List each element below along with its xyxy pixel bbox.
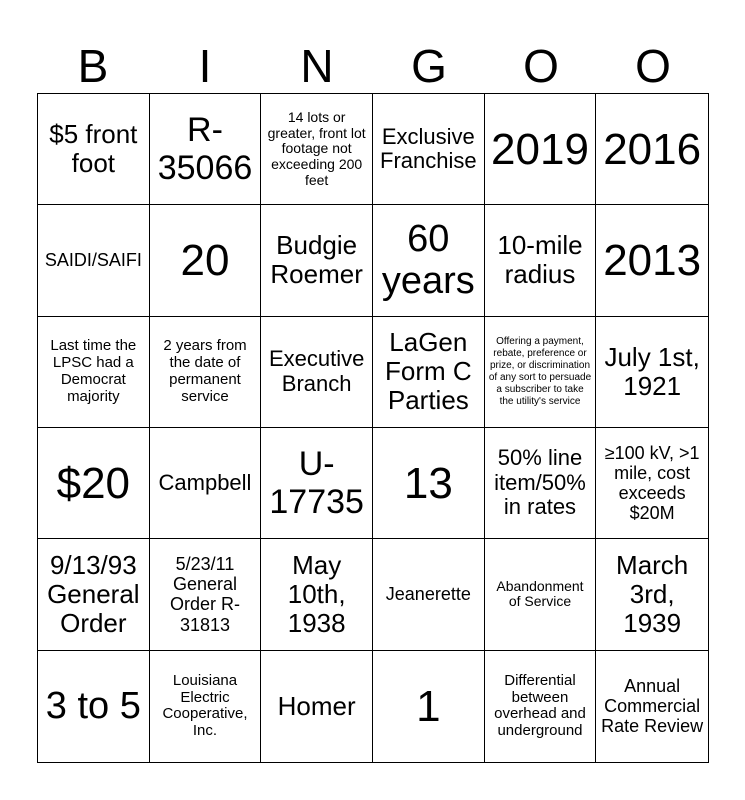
bingo-cell[interactable]: 20 [150,205,262,316]
bingo-cell[interactable]: U-17735 [261,428,373,539]
bingo-cell[interactable]: July 1st, 1921 [596,317,708,428]
bingo-cell[interactable]: Differential between overhead and underground [485,651,597,762]
bingo-cell[interactable]: Budgie Roemer [261,205,373,316]
bingo-cell[interactable]: Exclusive Franchise [373,94,485,205]
bingo-cell[interactable]: Louisiana Electric Cooperative, Inc. [150,651,262,762]
bingo-cell[interactable]: Offering a payment, rebate, preference or prize, or discrimination of any sort to persuade a subscriber to take the utility's service [485,317,597,428]
bingo-cell[interactable]: LaGen Form C Parties [373,317,485,428]
header-letter-i: I [198,40,212,92]
bingo-cell[interactable]: 9/13/93 General Order [38,539,150,650]
header-letter-n: N [300,40,334,92]
bingo-cell[interactable]: 60 years [373,205,485,316]
header-letter-o: O [523,40,559,92]
bingo-cell[interactable]: R-35066 [150,94,262,205]
bingo-cell[interactable]: Campbell [150,428,262,539]
bingo-cell[interactable]: 2013 [596,205,708,316]
bingo-cell[interactable]: Abandonment of Service [485,539,597,650]
header-letter-g: G [411,40,447,92]
bingo-cell[interactable]: $20 [38,428,150,539]
bingo-cell[interactable]: 2016 [596,94,708,205]
header-letter-b: B [77,40,109,92]
bingo-cell[interactable]: Last time the LPSC had a Democrat majority [38,317,150,428]
header-letter-o-2: O [635,40,671,92]
bingo-cell[interactable]: 1 [373,651,485,762]
bingo-cell[interactable]: 14 lots or greater, front lot footage not exceeding 200 feet [261,94,373,205]
bingo-cell[interactable]: 5/23/11 General Order R-31813 [150,539,262,650]
bingo-cell[interactable]: ≥100 kV, >1 mile, cost exceeds $20M [596,428,708,539]
bingo-cell[interactable]: May 10th, 1938 [261,539,373,650]
bingo-cell[interactable]: Annual Commercial Rate Review [601,676,704,737]
bingo-cell[interactable]: 10-mile radius [485,205,597,316]
bingo-cell[interactable]: 3 to 5 [38,651,150,762]
bingo-cell[interactable]: Executive Branch [261,317,373,428]
bingo-cell[interactable]: Homer [261,651,373,762]
bingo-cell[interactable]: 2019 [485,94,597,205]
bingo-cell[interactable]: 13 [373,428,485,539]
bingo-cell[interactable]: 2 years from the date of permanent service [150,317,262,428]
bingo-grid [37,93,709,763]
bingo-cell[interactable]: March 3rd, 1939 [596,539,708,650]
bingo-cell[interactable]: $5 front foot [38,94,150,205]
bingo-cell[interactable]: SAIDI/SAIFI [38,205,150,316]
bingo-cell[interactable]: 50% line item/50% in rates [485,428,597,539]
bingo-header [37,38,709,94]
bingo-cell[interactable]: Jeanerette [373,539,485,650]
